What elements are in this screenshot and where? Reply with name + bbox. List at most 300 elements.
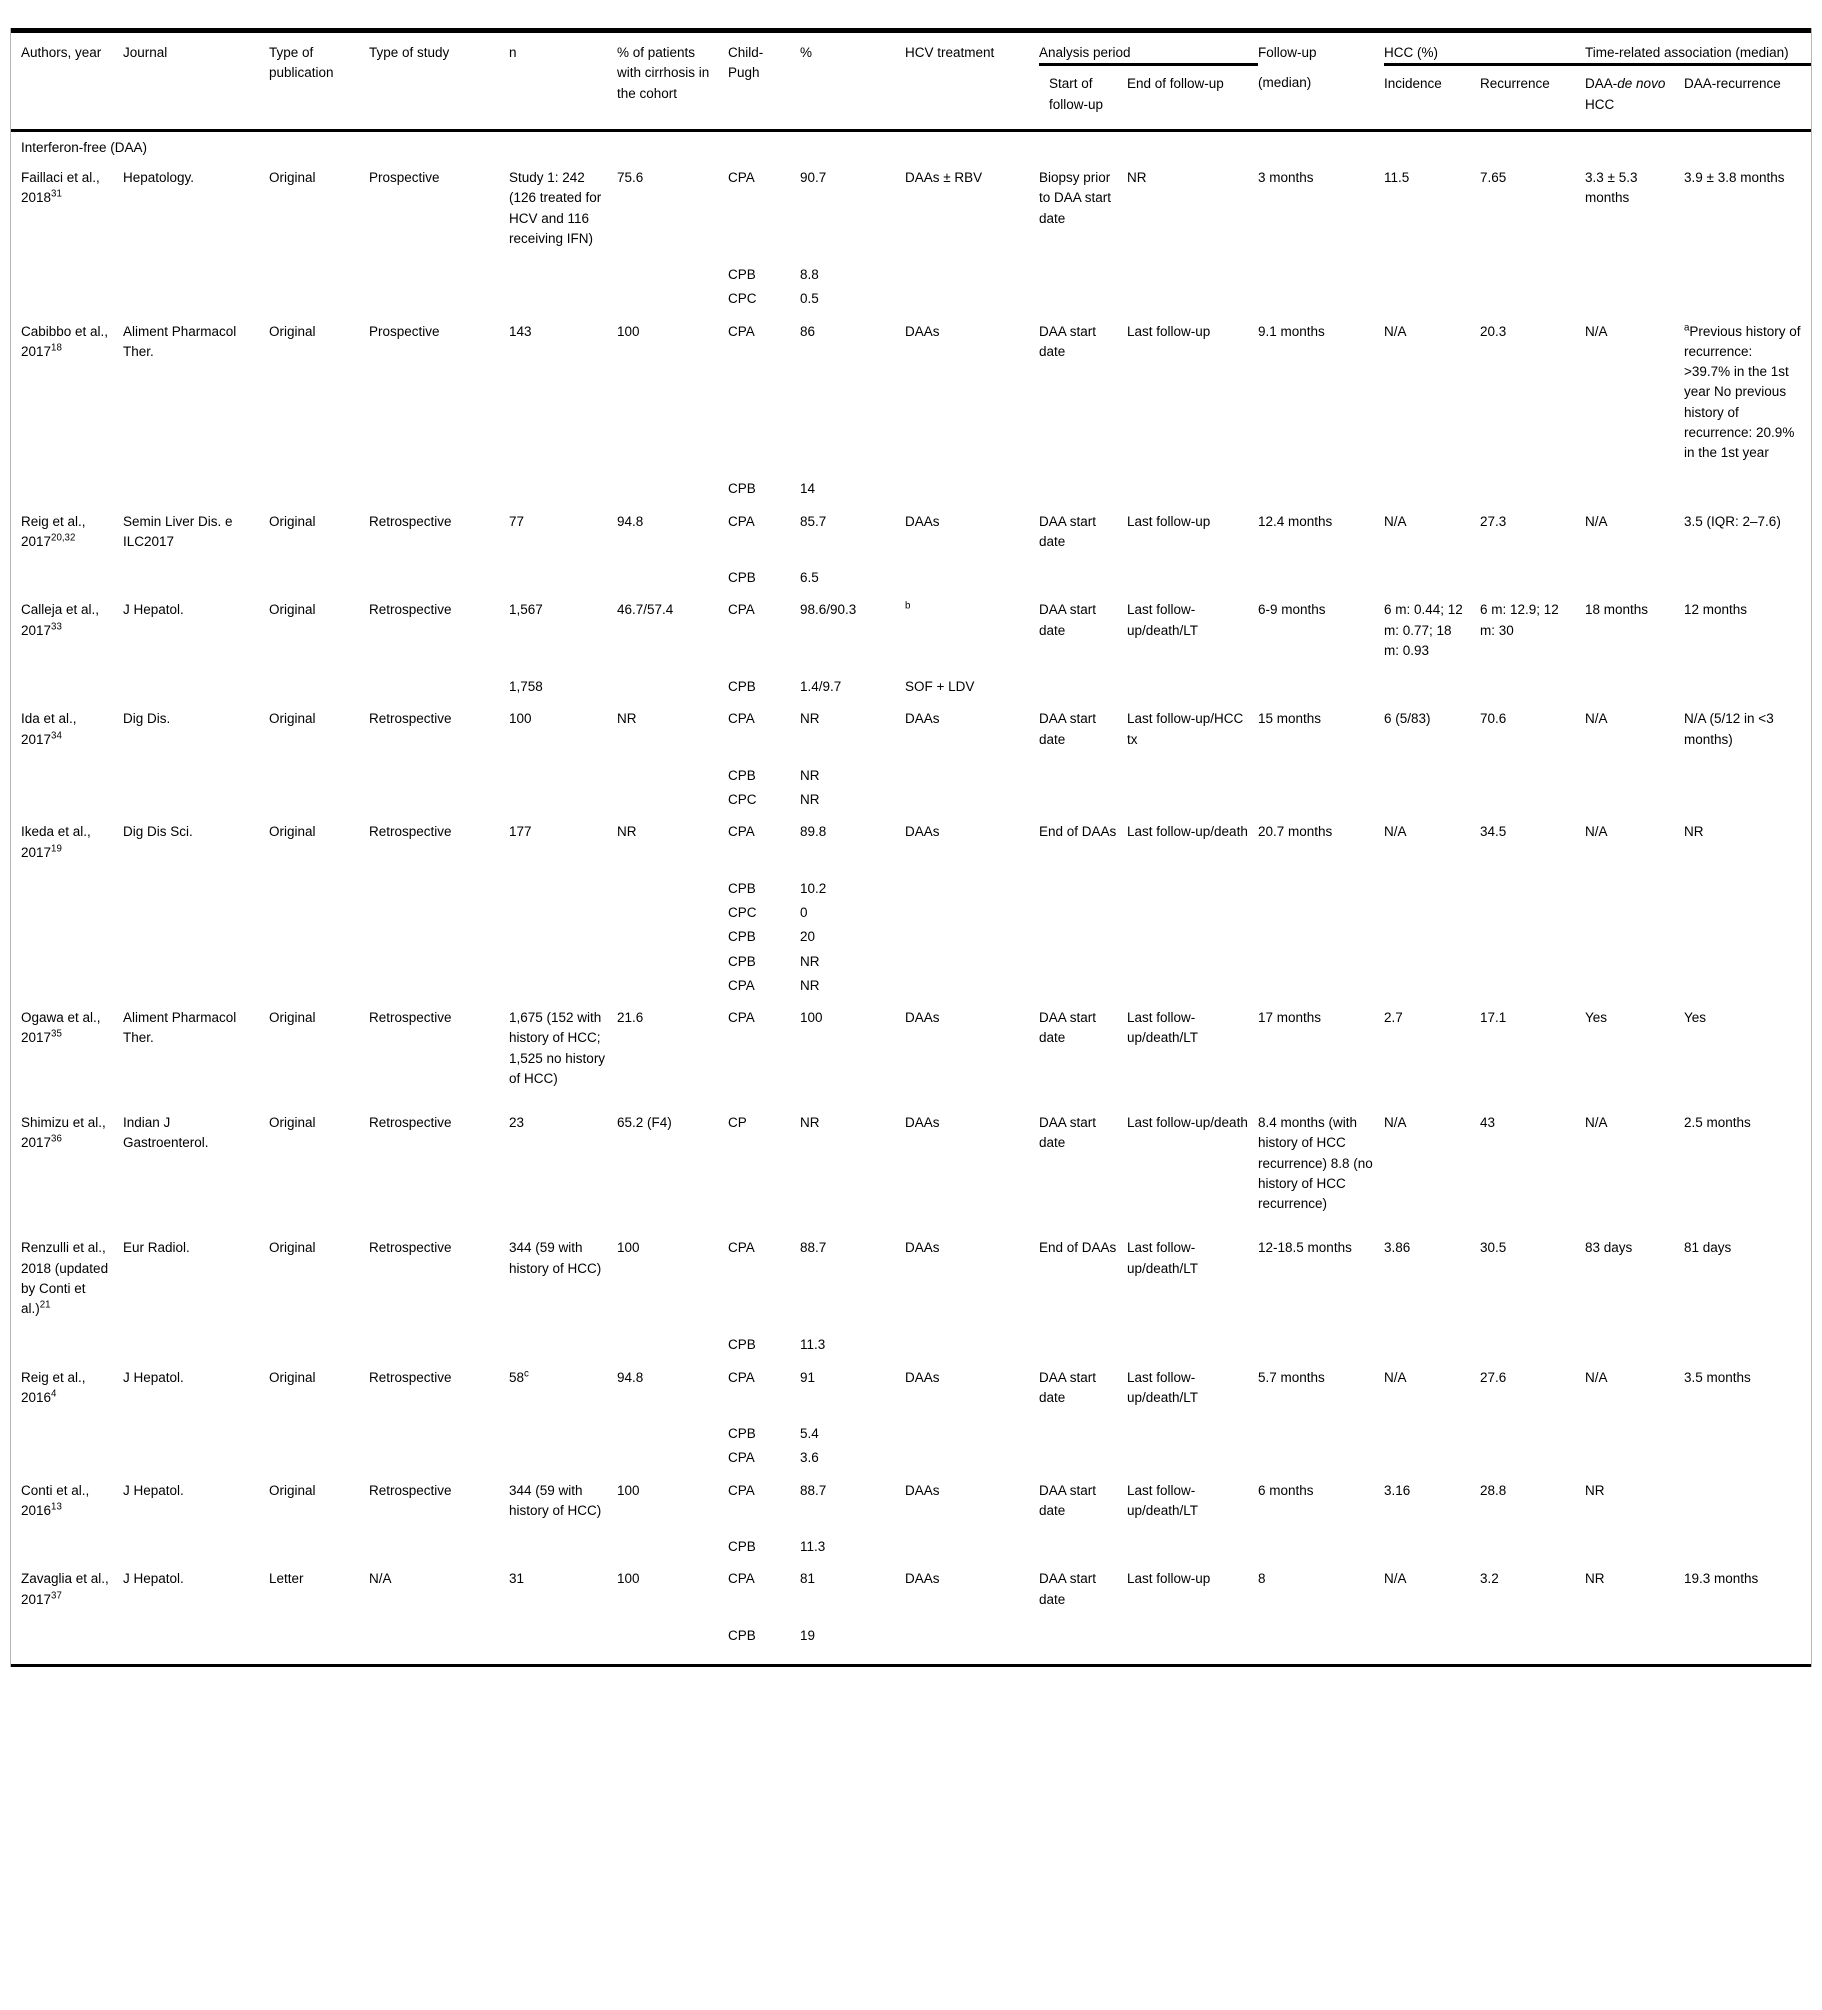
col-analysis-period: Analysis period xyxy=(1039,31,1258,65)
table-cell: 3.6 xyxy=(800,1450,819,1466)
table-cell: NR xyxy=(800,792,820,807)
table-cell xyxy=(1585,1335,1684,1359)
table-cell: 17.1 xyxy=(1480,1010,1507,1025)
table-cell xyxy=(11,568,123,592)
table-cell: NR xyxy=(800,1115,820,1130)
table-cell xyxy=(1684,879,1811,903)
table-cell: SOF + LDV xyxy=(905,679,975,694)
table-cell: CPC xyxy=(728,792,757,807)
table-cell: Retrospective xyxy=(369,602,452,618)
table-cell: NR xyxy=(800,977,820,993)
table-cell xyxy=(905,1537,1039,1561)
table-cell: N/A xyxy=(369,1571,392,1587)
table-cell: Last follow-up xyxy=(1127,513,1211,529)
table-cell: 3.16 xyxy=(1384,1482,1411,1498)
table-cell xyxy=(1039,1448,1127,1472)
table-cell: Retrospective xyxy=(369,513,452,529)
table-cell xyxy=(905,952,1039,976)
table-cell xyxy=(1684,1537,1811,1561)
table-cell xyxy=(1384,1537,1480,1561)
table-cell: CPB xyxy=(728,267,756,282)
table-cell: End of DAAs xyxy=(1039,824,1117,840)
table-cell: 77 xyxy=(509,513,525,529)
table-cell: 34.5 xyxy=(1480,824,1507,840)
table-cell: NR xyxy=(800,767,820,783)
table-cell xyxy=(617,1335,728,1359)
table-cell xyxy=(617,1537,728,1561)
table-cell xyxy=(509,766,617,790)
table-cell xyxy=(1684,927,1811,951)
table-cell: 85.7 xyxy=(800,513,827,529)
table-cell xyxy=(369,790,509,814)
table-cell: 90.7 xyxy=(800,170,827,185)
table-cell xyxy=(1039,1537,1127,1561)
table-cell xyxy=(1258,265,1384,289)
table-cell: 1,675 (152 with history of HCC; 1,525 no history of HCC) xyxy=(509,1010,606,1086)
table-cell xyxy=(123,568,269,592)
table-cell xyxy=(369,265,509,289)
study-row xyxy=(11,1360,1811,1425)
table-cell: N/A xyxy=(1585,824,1608,840)
table-cell: CPB xyxy=(728,880,756,896)
table-cell: 100 xyxy=(509,711,532,727)
child-pugh-subrow xyxy=(11,766,1811,790)
table-cell xyxy=(1585,790,1684,814)
study-row xyxy=(11,504,1811,569)
table-cell xyxy=(123,790,269,814)
table-cell: N/A xyxy=(1585,513,1608,529)
table-cell xyxy=(509,976,617,1000)
table-cell: CPB xyxy=(728,1426,756,1441)
col-pct-cirrhosis: % of patients with cirrhosis in the cohort xyxy=(617,45,710,101)
table-cell xyxy=(1585,976,1684,1000)
table-cell: Last follow-up/death xyxy=(1127,1115,1248,1130)
child-pugh-subrow xyxy=(11,879,1811,903)
table-cell xyxy=(1480,952,1585,976)
table-cell: 27.6 xyxy=(1480,1369,1507,1385)
table-cell xyxy=(617,1424,728,1448)
table-cell xyxy=(1585,1626,1684,1666)
table-cell: Cabibbo et al., 2017$^{18}$ xyxy=(21,323,109,359)
table-cell xyxy=(123,1335,269,1359)
table-cell xyxy=(1480,927,1585,951)
section-label: Interferon-free (DAA) xyxy=(21,139,148,155)
table-cell xyxy=(617,976,728,1000)
table-cell xyxy=(123,976,269,1000)
table-cell xyxy=(1384,479,1480,503)
table-cell xyxy=(1384,289,1480,313)
table-cell: 12-18.5 months xyxy=(1258,1240,1352,1256)
table-cell: DAA start date xyxy=(1039,1482,1097,1518)
table-cell: DAAs xyxy=(905,1115,940,1130)
table-cell xyxy=(1039,289,1127,313)
table-cell: N/A xyxy=(1384,323,1407,339)
table-cell: Aliment Pharmacol Ther. xyxy=(123,1010,237,1046)
table-cell: Original xyxy=(269,170,316,185)
table-cell: Faillaci et al., 2018$^{31}$ xyxy=(21,170,100,206)
table-cell: N/A xyxy=(1585,1115,1608,1130)
table-cell xyxy=(1585,1448,1684,1472)
table-cell xyxy=(1258,976,1384,1000)
col-hcv-treatment: HCV treatment xyxy=(905,45,995,60)
table-cell xyxy=(369,289,509,313)
col-journal: Journal xyxy=(123,45,168,60)
table-cell: CPA xyxy=(728,1482,755,1498)
table-cell: CPA xyxy=(728,1571,755,1587)
table-cell xyxy=(369,927,509,951)
table-cell: CPB xyxy=(728,1337,756,1353)
table-cell: J Hepatol. xyxy=(123,1571,184,1587)
table-cell: $^a$Previous history of recurrence: >39.7% in the 1st year No previous history of recurrence: 20.9% in the 1st year xyxy=(1684,322,1801,460)
table-cell: Dig Dis. xyxy=(123,711,171,727)
table-cell xyxy=(617,265,728,289)
table-cell xyxy=(369,952,509,976)
table-cell xyxy=(1384,1335,1480,1359)
table-cell: CPC xyxy=(728,291,757,307)
table-cell: 11.3 xyxy=(800,1539,826,1554)
table-cell: 70.6 xyxy=(1480,711,1507,727)
child-pugh-subrow xyxy=(11,903,1811,927)
table-cell: 31 xyxy=(509,1571,525,1587)
study-row xyxy=(11,814,1811,879)
table-cell xyxy=(1585,1424,1684,1448)
table-cell: Dig Dis Sci. xyxy=(123,824,193,840)
table-cell: 12 months xyxy=(1684,602,1748,618)
table-cell xyxy=(1258,1537,1384,1561)
table-cell xyxy=(1585,903,1684,927)
table-cell: NR xyxy=(1585,1482,1605,1498)
table-cell xyxy=(905,479,1039,503)
table-cell xyxy=(369,1626,509,1666)
table-cell xyxy=(1127,265,1258,289)
col-type-of-publication: Type of publication xyxy=(269,45,334,81)
table-cell: 83 days xyxy=(1585,1240,1633,1256)
table-cell xyxy=(1258,879,1384,903)
table-cell xyxy=(1127,903,1258,927)
col-pct: % xyxy=(800,45,813,60)
table-cell: Last follow-up xyxy=(1127,1571,1211,1587)
col-incidence: Incidence xyxy=(1384,76,1442,92)
table-cell: End of DAAs xyxy=(1039,1240,1117,1256)
table-cell xyxy=(1384,1626,1480,1666)
table-cell: NR xyxy=(800,953,820,969)
table-cell: DAA start date xyxy=(1039,602,1097,638)
table-cell xyxy=(369,976,509,1000)
table-cell xyxy=(509,952,617,976)
table-cell: 8.4 months (with history of HCC recurrence) 8.8 (no history of HCC recurrence) xyxy=(1258,1115,1373,1211)
table-cell: 1.4/9.7 xyxy=(800,679,842,694)
table-cell: Original xyxy=(269,1240,316,1256)
table-cell xyxy=(617,927,728,951)
table-cell xyxy=(1684,1626,1811,1666)
table-cell xyxy=(1684,790,1811,814)
table-header xyxy=(11,31,1811,131)
table-cell xyxy=(269,677,369,701)
table-cell: 43 xyxy=(1480,1115,1496,1130)
table-cell: Letter xyxy=(269,1571,304,1587)
col-child-pugh: Child-Pugh xyxy=(728,45,764,81)
table-cell: 100 xyxy=(617,1482,640,1498)
table-cell xyxy=(369,677,509,701)
table-cell: 58$^c$ xyxy=(509,1368,529,1385)
table-cell: CPA xyxy=(728,170,755,185)
table-cell xyxy=(1039,879,1127,903)
table-cell xyxy=(1127,1335,1258,1359)
table-cell xyxy=(1684,1448,1811,1472)
table-cell: 0 xyxy=(800,905,808,920)
table-cell xyxy=(1384,568,1480,592)
table-cell: 81 xyxy=(800,1571,816,1587)
table-cell: Original xyxy=(269,824,316,840)
table-cell: Last follow-up xyxy=(1127,323,1211,339)
table-cell: 98.6/90.3 xyxy=(800,602,857,618)
table-cell: 27.3 xyxy=(1480,513,1507,529)
table-cell xyxy=(1127,927,1258,951)
table-cell xyxy=(617,790,728,814)
table-cell xyxy=(905,879,1039,903)
table-cell: CPB xyxy=(728,570,756,585)
table-cell: CPA xyxy=(728,1450,755,1466)
table-cell: 100 xyxy=(617,323,640,339)
table-cell: 75.6 xyxy=(617,170,644,185)
child-pugh-subrow xyxy=(11,568,1811,592)
table-cell xyxy=(1585,265,1684,289)
table-cell: Original xyxy=(269,513,316,529)
table-cell xyxy=(1127,1537,1258,1561)
study-row xyxy=(11,314,1811,480)
table-cell: 3 months xyxy=(1258,170,1314,185)
table-cell xyxy=(905,568,1039,592)
table-cell xyxy=(1384,1424,1480,1448)
table-cell: Prospective xyxy=(369,323,440,339)
col-time-related-association: Time-related association (median) xyxy=(1585,31,1811,65)
table-cell: 1,758 xyxy=(509,679,543,694)
table-cell xyxy=(11,976,123,1000)
table-cell xyxy=(1480,976,1585,1000)
table-cell xyxy=(269,976,369,1000)
table-cell: 10.2 xyxy=(800,880,827,896)
table-cell: 19 xyxy=(800,1627,816,1643)
table-cell xyxy=(1039,479,1127,503)
table-cell: Eur Radiol. xyxy=(123,1240,190,1256)
table-cell xyxy=(1258,568,1384,592)
table-cell xyxy=(905,1335,1039,1359)
table-cell xyxy=(1585,677,1684,701)
table-cell: DAA start date xyxy=(1039,711,1097,747)
table-cell xyxy=(369,1537,509,1561)
child-pugh-subrow xyxy=(11,1626,1811,1666)
table-cell xyxy=(1684,677,1811,701)
table-cell: 6 months xyxy=(1258,1482,1314,1498)
table-cell: CPB xyxy=(728,1539,756,1554)
table-cell xyxy=(1585,479,1684,503)
col-start-of-follow-up: Start of follow-up xyxy=(1049,76,1104,112)
child-pugh-subrow xyxy=(11,265,1811,289)
table-cell xyxy=(1258,766,1384,790)
table-cell: Ogawa et al., 2017$^{35}$ xyxy=(21,1010,101,1046)
table-cell xyxy=(1585,879,1684,903)
col-n: n xyxy=(509,45,517,60)
child-pugh-subrow xyxy=(11,952,1811,976)
table-cell xyxy=(1127,976,1258,1000)
table-cell: DAA start date xyxy=(1039,1115,1097,1151)
table-cell: 19.3 months xyxy=(1684,1571,1759,1587)
table-cell xyxy=(269,766,369,790)
child-pugh-subrow xyxy=(11,927,1811,951)
table-cell: Retrospective xyxy=(369,711,452,727)
table-cell: Reig et al., 2017$^{20,32}$ xyxy=(21,513,86,549)
table-cell xyxy=(1258,1448,1384,1472)
table-cell: Retrospective xyxy=(369,824,452,840)
table-cell xyxy=(1258,790,1384,814)
table-cell: Ida et al., 2017$^{34}$ xyxy=(21,711,77,747)
table-cell: 2.5 months xyxy=(1684,1115,1751,1130)
table-cell xyxy=(1127,1626,1258,1666)
child-pugh-subrow xyxy=(11,1424,1811,1448)
col-hcc-pct: HCC (%) xyxy=(1384,31,1585,65)
table-cell: CP xyxy=(728,1115,747,1130)
table-cell xyxy=(1039,903,1127,927)
table-cell xyxy=(1039,927,1127,951)
table-cell xyxy=(1127,952,1258,976)
table-cell xyxy=(11,927,123,951)
table-cell: CPA xyxy=(728,513,755,529)
paper-table-page xyxy=(0,28,1822,2010)
study-row xyxy=(11,1561,1811,1626)
table-cell: CPA xyxy=(728,602,755,618)
study-row xyxy=(11,1105,1811,1230)
table-cell: CPB xyxy=(728,481,756,497)
col-daa-recurrence: DAA-recurrence xyxy=(1684,76,1781,92)
table-cell: 143 xyxy=(509,323,532,339)
table-cell xyxy=(1585,568,1684,592)
table-cell xyxy=(905,790,1039,814)
child-pugh-subrow xyxy=(11,976,1811,1000)
table-cell xyxy=(123,1424,269,1448)
table-cell: 81 days xyxy=(1684,1240,1732,1256)
table-cell: Conti et al., 2016$^{13}$ xyxy=(21,1482,90,1518)
study-row xyxy=(11,701,1811,766)
table-cell xyxy=(1127,1424,1258,1448)
table-cell: 23 xyxy=(509,1115,525,1130)
table-cell: 88.7 xyxy=(800,1482,827,1498)
table-cell xyxy=(11,1335,123,1359)
table-cell xyxy=(617,568,728,592)
table-cell xyxy=(509,927,617,951)
table-cell xyxy=(1585,289,1684,313)
table-cell: Retrospective xyxy=(369,1369,452,1385)
table-cell: Aliment Pharmacol Ther. xyxy=(123,323,237,359)
col-daa-de-novo-hcc: DAA-de novo HCC xyxy=(1585,76,1666,112)
table-cell: 20 xyxy=(800,929,816,945)
table-cell xyxy=(11,903,123,927)
table-cell: 5.4 xyxy=(800,1426,819,1441)
table-cell xyxy=(1039,976,1127,1000)
table-cell xyxy=(617,1626,728,1666)
table-cell xyxy=(509,568,617,592)
table-cell xyxy=(1258,1626,1384,1666)
child-pugh-subrow xyxy=(11,1448,1811,1472)
table-cell: 46.7/57.4 xyxy=(617,602,674,618)
table-cell: Original xyxy=(269,1482,316,1498)
table-cell xyxy=(1480,479,1585,503)
table-cell xyxy=(369,1335,509,1359)
child-pugh-subrow xyxy=(11,1537,1811,1561)
child-pugh-subrow xyxy=(11,677,1811,701)
table-cell: 11.5 xyxy=(1384,170,1410,185)
table-cell xyxy=(617,879,728,903)
table-cell xyxy=(905,1424,1039,1448)
table-cell: 100 xyxy=(617,1240,640,1256)
table-cell xyxy=(269,1537,369,1561)
table-cell xyxy=(617,289,728,313)
table-cell xyxy=(617,479,728,503)
table-cell: 177 xyxy=(509,824,532,840)
table-cell xyxy=(509,289,617,313)
study-row xyxy=(11,592,1811,677)
table-cell: CPB xyxy=(728,953,756,969)
table-cell xyxy=(11,1424,123,1448)
table-cell xyxy=(1585,766,1684,790)
table-cell: CPA xyxy=(728,1240,755,1256)
table-cell: NR xyxy=(1684,824,1704,840)
table-cell xyxy=(269,265,369,289)
table-cell xyxy=(123,879,269,903)
table-cell: Biopsy prior to DAA start date xyxy=(1039,170,1112,226)
table-cell xyxy=(509,1626,617,1666)
table-cell xyxy=(1039,766,1127,790)
table-cell: 6 (5/83) xyxy=(1384,711,1431,727)
table-cell xyxy=(1684,952,1811,976)
table-cell: Last follow-up/death xyxy=(1127,824,1248,840)
table-cell xyxy=(1384,265,1480,289)
table-cell: J Hepatol. xyxy=(123,602,184,618)
table-cell xyxy=(1480,677,1585,701)
table-cell xyxy=(509,790,617,814)
table-cell: DAA start date xyxy=(1039,1010,1097,1046)
table-cell xyxy=(269,568,369,592)
table-cell xyxy=(905,1626,1039,1666)
table-cell: CPA xyxy=(728,323,755,339)
table-cell: DAAs xyxy=(905,1240,940,1256)
table-cell xyxy=(1127,879,1258,903)
table-cell xyxy=(1384,879,1480,903)
table-cell xyxy=(1127,790,1258,814)
table-cell xyxy=(369,568,509,592)
table-cell: J Hepatol. xyxy=(123,1482,184,1498)
table-cell: DAAs xyxy=(905,1482,940,1498)
table-cell: CPB xyxy=(728,679,756,694)
table-cell: 6-9 months xyxy=(1258,602,1326,618)
table-cell: N/A (5/12 in <3 months) xyxy=(1684,711,1774,747)
child-pugh-subrow xyxy=(11,1335,1811,1359)
table-cell xyxy=(905,265,1039,289)
table-cell xyxy=(1384,790,1480,814)
table-cell: NR xyxy=(1127,170,1147,185)
table-cell xyxy=(123,766,269,790)
table-cell xyxy=(1480,289,1585,313)
table-cell xyxy=(509,1424,617,1448)
table-cell: 12.4 months xyxy=(1258,513,1333,529)
study-table xyxy=(11,28,1811,1667)
table-cell: NR xyxy=(1585,1571,1605,1587)
table-cell: 6 m: 12.9; 12 m: 30 xyxy=(1480,602,1559,638)
table-cell xyxy=(1258,289,1384,313)
table-cell: DAA start date xyxy=(1039,1571,1097,1607)
table-cell: DAAs xyxy=(905,1369,940,1385)
table-cell: 28.8 xyxy=(1480,1482,1507,1498)
table-cell xyxy=(123,1448,269,1472)
